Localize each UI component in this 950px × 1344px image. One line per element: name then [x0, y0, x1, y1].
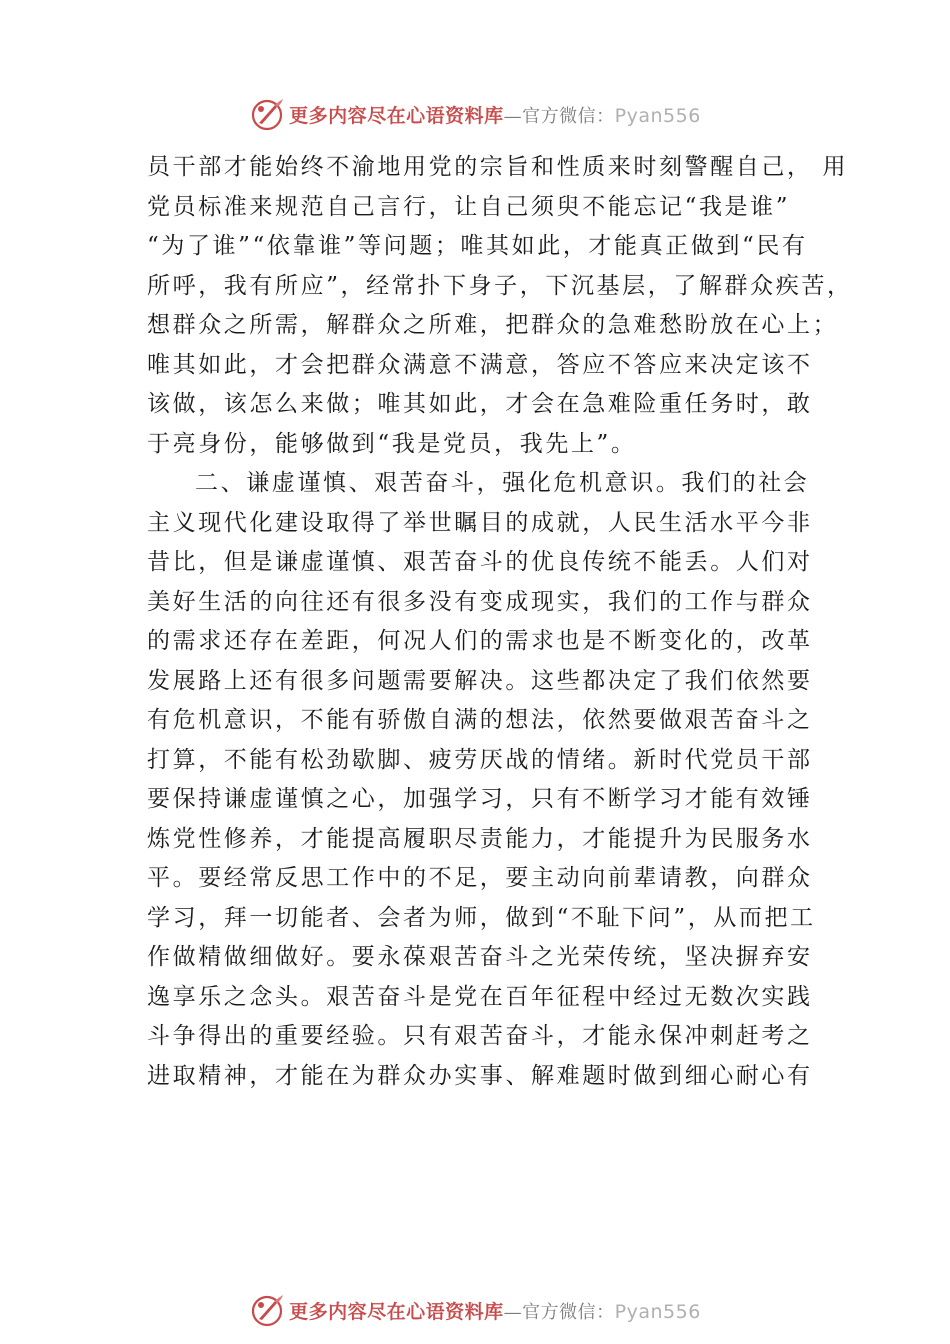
- quill-logo-icon: [249, 96, 285, 132]
- paragraph: [147, 148, 853, 464]
- text-line: 炼党性修养，才能提高履职尽责能力，才能提升为民服务水: [147, 825, 813, 852]
- text-line: “为了谁”“依靠谁”等问题；唯其如此，才能真正做到“民有: [147, 233, 808, 259]
- section-heading-line: 二、谦虚谨慎、艰苦奋斗，强化危机意识。我们的社会: [195, 470, 810, 496]
- text-line: 斗争得出的重要经验。只有艰苦奋斗，才能永保冲刺赶考之: [147, 1023, 813, 1049]
- text-line: 要保持谦虚谨慎之心，加强学习，只有不断学习才能有效锤: [147, 786, 813, 812]
- text-line: 逸享乐之念头。艰苦奋斗是党在百年征程中经过无数次实践: [147, 983, 813, 1010]
- watermark-id: Pyan556: [614, 1300, 701, 1323]
- document-body: [147, 148, 853, 1096]
- watermark-sub: —官方微信：: [503, 1301, 615, 1323]
- text-line: 打算，不能有松劲歇脚、疲劳厌战的情绪。新时代党员干部: [147, 746, 813, 773]
- text-line: 的需求还存在差距，何况人们的需求也是不断变化的，改革: [147, 628, 813, 654]
- text-line: 平。要经常反思工作中的不足，要主动向前辈请教，向群众: [147, 865, 813, 891]
- text-line: 进取精神，才能在为群众办实事、解难题时做到细心耐心有: [147, 1062, 813, 1089]
- text-line: 员干部才能始终不渝地用党的宗旨和性质来时刻警醒自己， 用: [147, 154, 849, 180]
- text-line: 昔比，但是谦虚谨慎、艰苦奋斗的优良传统不能丢。人们对: [147, 549, 813, 575]
- text-line: 作做精做细做好。要永葆艰苦奋斗之光荣传统，坚决摒弃安: [147, 944, 813, 970]
- watermark-text: [289, 101, 701, 128]
- text-line: 美好生活的向往还有很多没有变成现实，我们的工作与群众: [147, 588, 813, 615]
- text-line: 唯其如此，才会把群众满意不满意，答应不答应来决定该不: [147, 351, 813, 378]
- watermark-main: 更多内容尽在心语资料库: [289, 104, 504, 127]
- paragraph: [147, 464, 822, 1096]
- watermark-main: 更多内容尽在心语资料库: [289, 1300, 504, 1323]
- text-line: 发展路上还有很多问题需要解决。这些都决定了我们依然要: [147, 667, 813, 694]
- header-watermark: [0, 94, 950, 134]
- text-line: 所呼，我有所应”，经常扑下身子，下沉基层，了解群众疾苦，: [147, 272, 853, 299]
- text-line: 于亮身份，能够做到“我是党员，我先上”。: [147, 430, 637, 457]
- text-line: 有危机意识，不能有骄傲自满的想法，依然要做艰苦奋斗之: [147, 707, 813, 733]
- text-line: 主义现代化建设取得了举世瞩目的成就，人民生活水平今非: [147, 509, 813, 536]
- watermark-id: Pyan556: [614, 104, 701, 127]
- watermark-sub: —官方微信：: [503, 105, 615, 127]
- quill-logo-icon: [249, 1292, 285, 1328]
- text-line: 该做，该怎么来做；唯其如此，才会在急难险重任务时，敢: [147, 391, 813, 417]
- text-line: 想群众之所需，解群众之所难，把群众的急难愁盼放在心上；: [147, 312, 839, 338]
- text-line: 党员标准来规范自己言行，让自己须臾不能忘记“我是谁”: [147, 193, 791, 220]
- footer-watermark: [0, 1290, 950, 1330]
- text-line: 学习，拜一切能者、会者为师，做到“不耻下问”，从而把工: [147, 904, 816, 931]
- watermark-text: [289, 1297, 701, 1324]
